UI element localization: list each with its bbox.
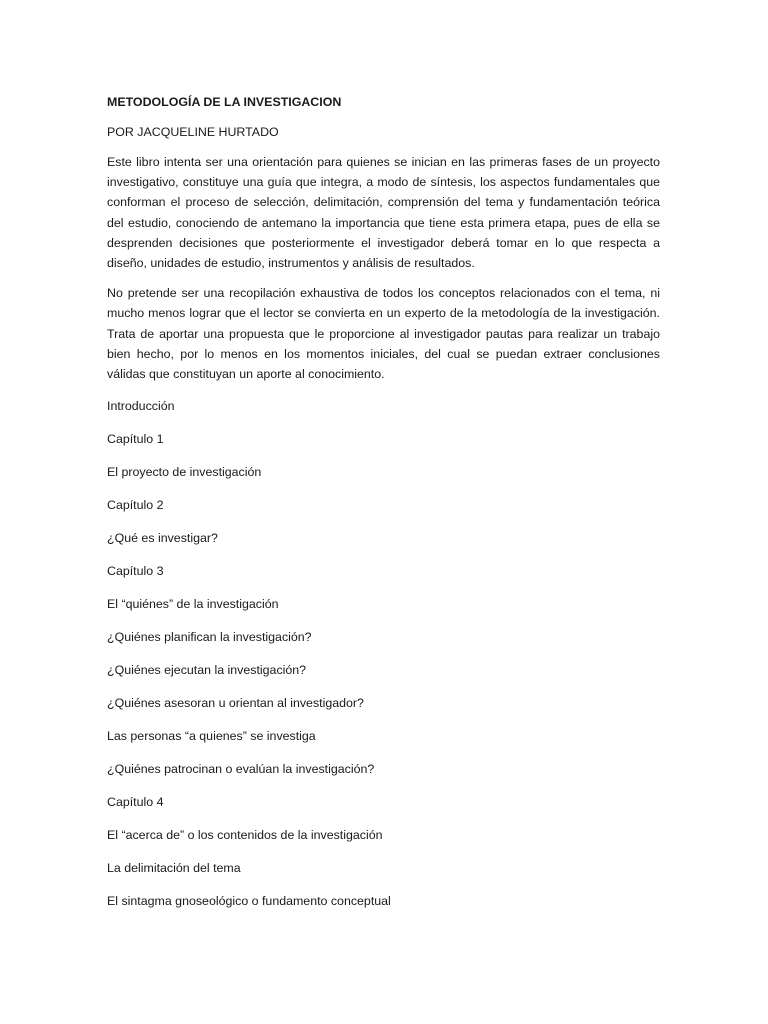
toc-item: El sintagma gnoseológico o fundamento conceptual: [107, 894, 391, 909]
toc-item: Introducción: [107, 399, 175, 414]
table-of-contents: [107, 396, 660, 924]
toc-item: ¿Quiénes patrocinan o evalúan la investigación?: [107, 762, 375, 777]
toc-item: Capítulo 2: [107, 498, 164, 513]
toc-item: La delimitación del tema: [107, 861, 241, 876]
toc-item: ¿Quiénes planifican la investigación?: [107, 630, 312, 645]
toc-item: Capítulo 4: [107, 795, 164, 810]
toc-item: Las personas “a quienes” se investiga: [107, 729, 316, 744]
toc-item: El “acerca de” o los contenidos de la investigación: [107, 828, 383, 843]
toc-item: Capítulo 3: [107, 564, 164, 579]
toc-item: ¿Quiénes asesoran u orientan al investigador?: [107, 696, 364, 711]
toc-item: Capítulo 1: [107, 432, 164, 447]
toc-item: El “quiénes” de la investigación: [107, 597, 279, 612]
scope-paragraph: No pretende ser una recopilación exhaustiva de todos los conceptos relacionados con el tema, ni mucho menos lograr que el lector se convierta en un experto de la metodología de la investigación. Trata de aportar una propuesta que le proporcione al investigador pautas para realizar un trabajo bien hecho, por lo menos en los momentos iniciales, del cual se puedan extraer conclusiones válidas que constituyan un aporte al conocimiento.: [107, 286, 660, 382]
toc-item: ¿Quiénes ejecutan la investigación?: [107, 663, 307, 678]
document-title: METODOLOGÍA DE LA INVESTIGACION: [107, 95, 342, 109]
toc-item: ¿Qué es investigar?: [107, 531, 218, 546]
document-page: [107, 92, 660, 924]
toc-item: El proyecto de investigación: [107, 465, 262, 480]
document-author: POR JACQUELINE HURTADO: [107, 125, 279, 139]
intro-paragraph: Este libro intenta ser una orientación para quienes se inician en las primeras fases de un proyecto investigativo, constituye una guía que integra, a modo de síntesis, los aspectos fundamentales que conforman el proceso de selección, delimitación, comprensión del tema y fundamentación teórica del estudio, conociendo de antemano la importancia que tiene esta primera etapa, pues de ella se desprenden decisiones que posteriormente el investigador deberá tomar en lo que respecta a diseño, unidades de estudio, instrumentos y análisis de resultados.: [107, 155, 660, 271]
